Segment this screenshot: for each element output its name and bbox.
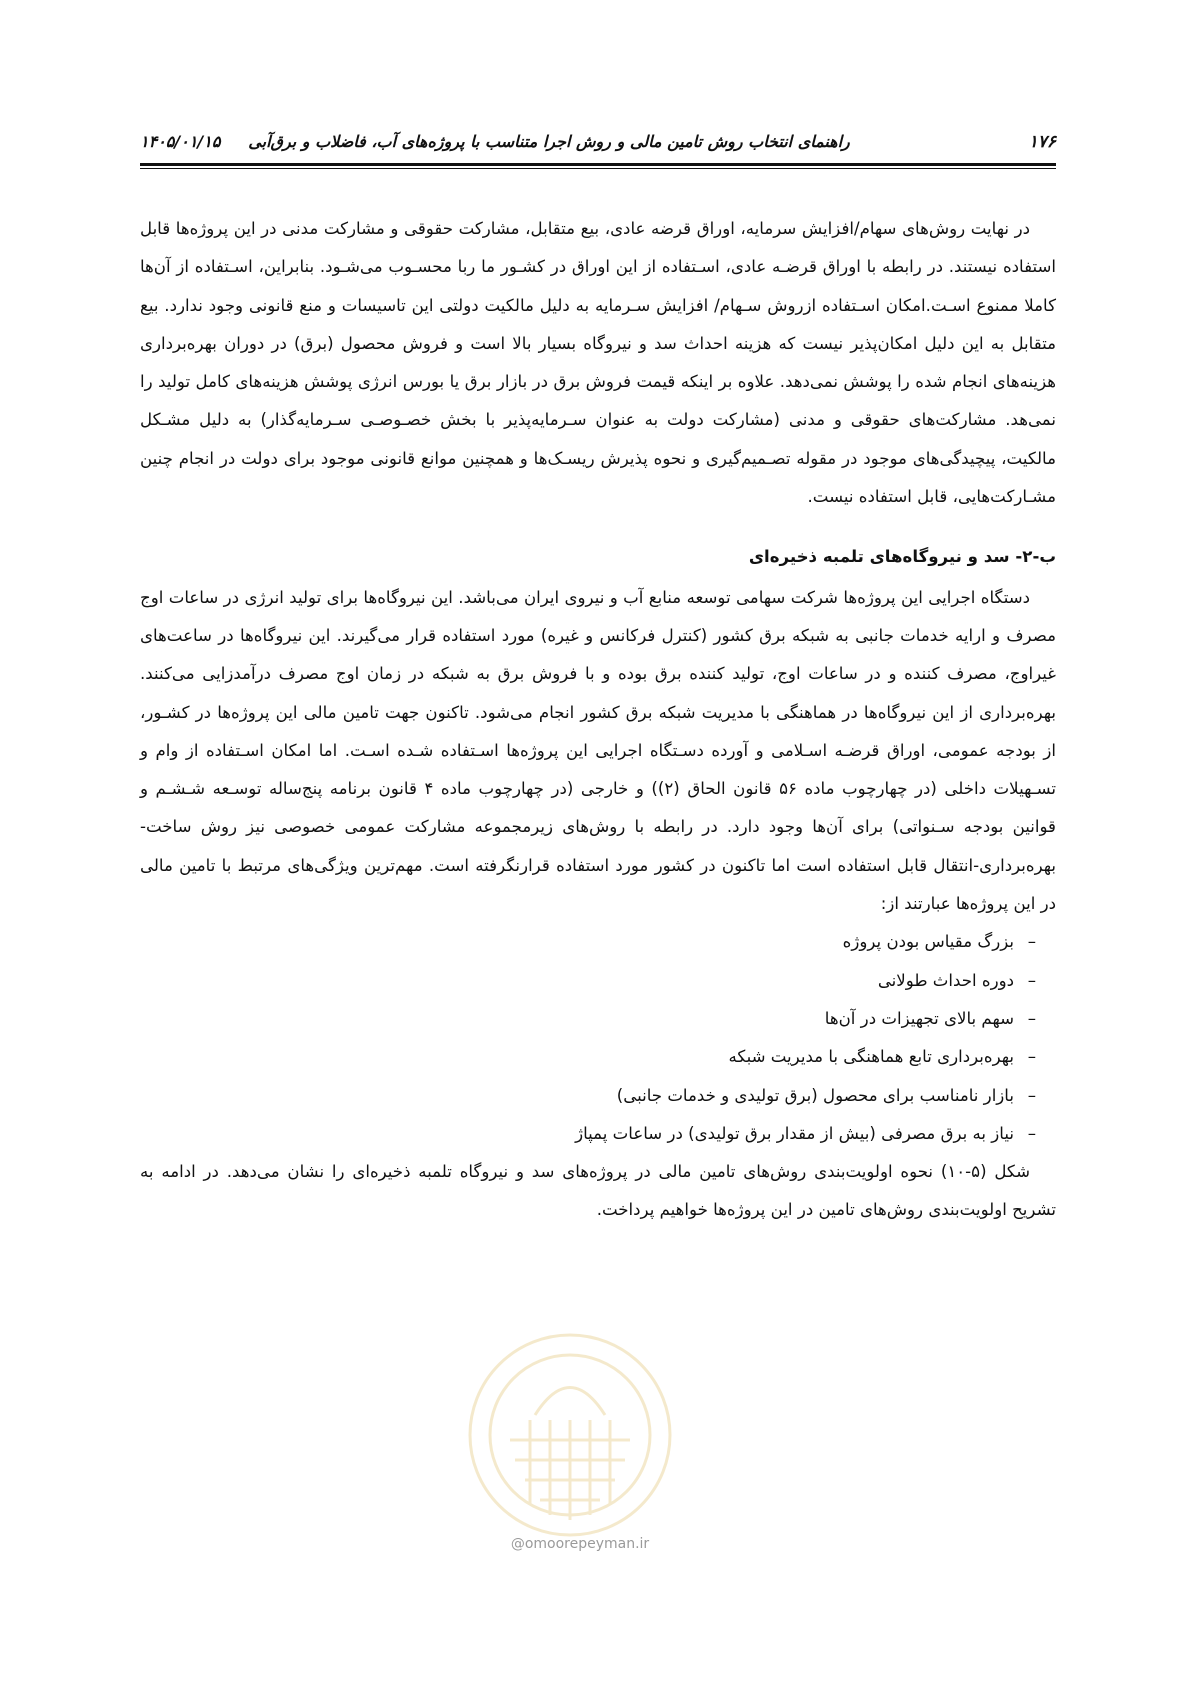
list-item [140,1115,1036,1153]
section-heading: ب-۲- سد و نیروگاه‌های تلمبه ذخیره‌ای [748,547,1056,567]
paragraph-3: شکل (۵-۱۰) نحوه اولویت‌بندی روش‌های تامین مالی در پروژه‌های سد و نیروگاه تلمبه ذخیره‌ای را نشان می‌دهد. در ادامه به تشریح اولویت‌بندی روش‌های تامین در این پروژه‌ها خواهیم پرداخت. [140,1162,1056,1220]
dash-icon: – [1027,932,1036,952]
dash-icon: – [1027,1047,1036,1067]
list-item [140,1077,1036,1115]
list-item [140,1038,1036,1076]
list-item-text: نیاز به برق مصرفی (بیش از مقدار برق تولیدی) در ساعات پمپاژ [575,1123,1014,1143]
running-title-text: راهنمای انتخاب روش تامین مالی و روش اجرا متناسب با پروژه‌های آب، فاضلاب و برق‌آبی [248,132,850,151]
list-item [140,1000,1036,1038]
list-item [140,923,1036,961]
list-item-text: سهم بالای تجهیزات در آن‌ها [824,1008,1014,1028]
list-item-text: بهره‌برداری تابع هماهنگی با مدیریت شبکه [728,1047,1014,1067]
header-rule-thin [140,168,1056,169]
list-item-text: بزرگ مقیاس بودن پروژه [842,932,1014,952]
dash-icon: – [1027,1085,1036,1105]
page-content [140,210,1056,1230]
list-item [140,962,1036,1000]
feature-list [140,923,1056,1153]
header-date: ۱۴۰۵/۰۱/۱۵ [140,132,221,151]
page-number: ۱۷۶ [1028,132,1056,152]
running-title [140,132,850,151]
paragraph-2: دستگاه اجرایی این پروژه‌ها شرکت سهامی توسعه منابع آب و نیروی ایران می‌باشد. این نیروگاه‌ها برای تولید انرژی در ساعات اوج مصرف و ارایه خدمات جانبی به شبکه برق کشور (کنترل فرکانس و غیره) مورد استفاده قرار می‌گیرند. این نیروگاه‌ها در ساعت‌های غیراوج، مصرف کننده و در ساعات اوج، تولید کننده برق بوده و با فروش برق به شبکه در زمان اوج مصرف درآمدزایی می‌کنند. بهره‌برداری از این نیروگاه‌ها در هماهنگی با مدیریت شبکه برق کشور انجام می‌شود. تاکنون جهت تامین مالی این پروژه‌ها در کشـور، از بودجه عمومی، اوراق قرضـه اسـلامی و آورده دسـتگاه اجرایی این پروژه‌ها اسـتفاده شـده اسـت. اما امکان اسـتفاده از وام و تسـهیلات داخلی (در چهارچوب ماده ۵۶ قانون الحاق (۲)) و خارجی (در چهارچوب ماده ۴ قانون برنامه پنج‌ساله توسـعه شـشـم و قوانین بودجه سـنواتی) برای آن‌ها وجود دارد. در رابطه با روش‌های زیرمجموعه مشارکت عمومی خصوصی نیز روش ساخت-بهره‌برداری-انتقال قابل استفاده است اما تاکنون در کشور مورد استفاده قرارنگرفته است. مهم‌ترین ویژگی‌های مرتبط با تامین مالی در این پروژه‌ها عبارتند از: [140,587,1057,914]
list-item-text: بازار نامناسب برای محصول (برق تولیدی و خدمات جانبی) [616,1085,1014,1105]
page-header [140,130,1056,160]
dash-icon: – [1027,970,1036,990]
watermark-logo-icon [455,1320,685,1550]
dash-icon: – [1027,1008,1036,1028]
paragraph-1: در نهایت روش‌های سهام/افزایش سرمایه، اوراق قرضه عادی، بیع متقابل، مشارکت حقوقی و مشارکت مدنی در این پروژه‌ها قابل استفاده نیستند. در رابطه با اوراق قرضـه عادی، اسـتفاده از این اوراق در کشـور ما ربا محسـوب می‌شـود. بنابراین، اسـتفاده از آن‌ها کاملا ممنوع اسـت.امکان اسـتفاده ازروش سـهام/ افزایش سـرمایه به دلیل مالکیت دولتی این تاسیسات و منع قانونی وجود ندارد. بیع متقابل به این دلیل امکان‌پذیر نیست که هزینه احداث سد و نیروگاه بسیار بالا است و فروش محصول (برق) در دوران بهره‌برداری هزینه‌های انجام شده را پوشش نمی‌دهد. علاوه بر اینکه قیمت فروش برق در بازار برق یا بورس انرژی پوشش هزینه‌های کامل تولید را نمی‌هد. مشارکت‌های حقوقی و مدنی (مشارکت دولت به عنوان سـرمایه‌پذیر با بخش خصـوصـی سـرمایه‌گذار) به دلیل مشـکل مالکیت، پیچیدگی‌های موجود در مقوله تصـمیم‌گیری و نحوه پذیرش ریسـک‌ها و همچنین موانع قانونی موجود برای دولت در انجام چنین مشـارکت‌هایی، قابل استفاده نیست. [140,219,1056,507]
watermark-url: @omoorepeyman.ir [510,1536,650,1552]
dash-icon: – [1027,1123,1036,1143]
header-rule [140,163,1056,166]
list-item-text: دوره احداث طولانی [877,970,1014,990]
